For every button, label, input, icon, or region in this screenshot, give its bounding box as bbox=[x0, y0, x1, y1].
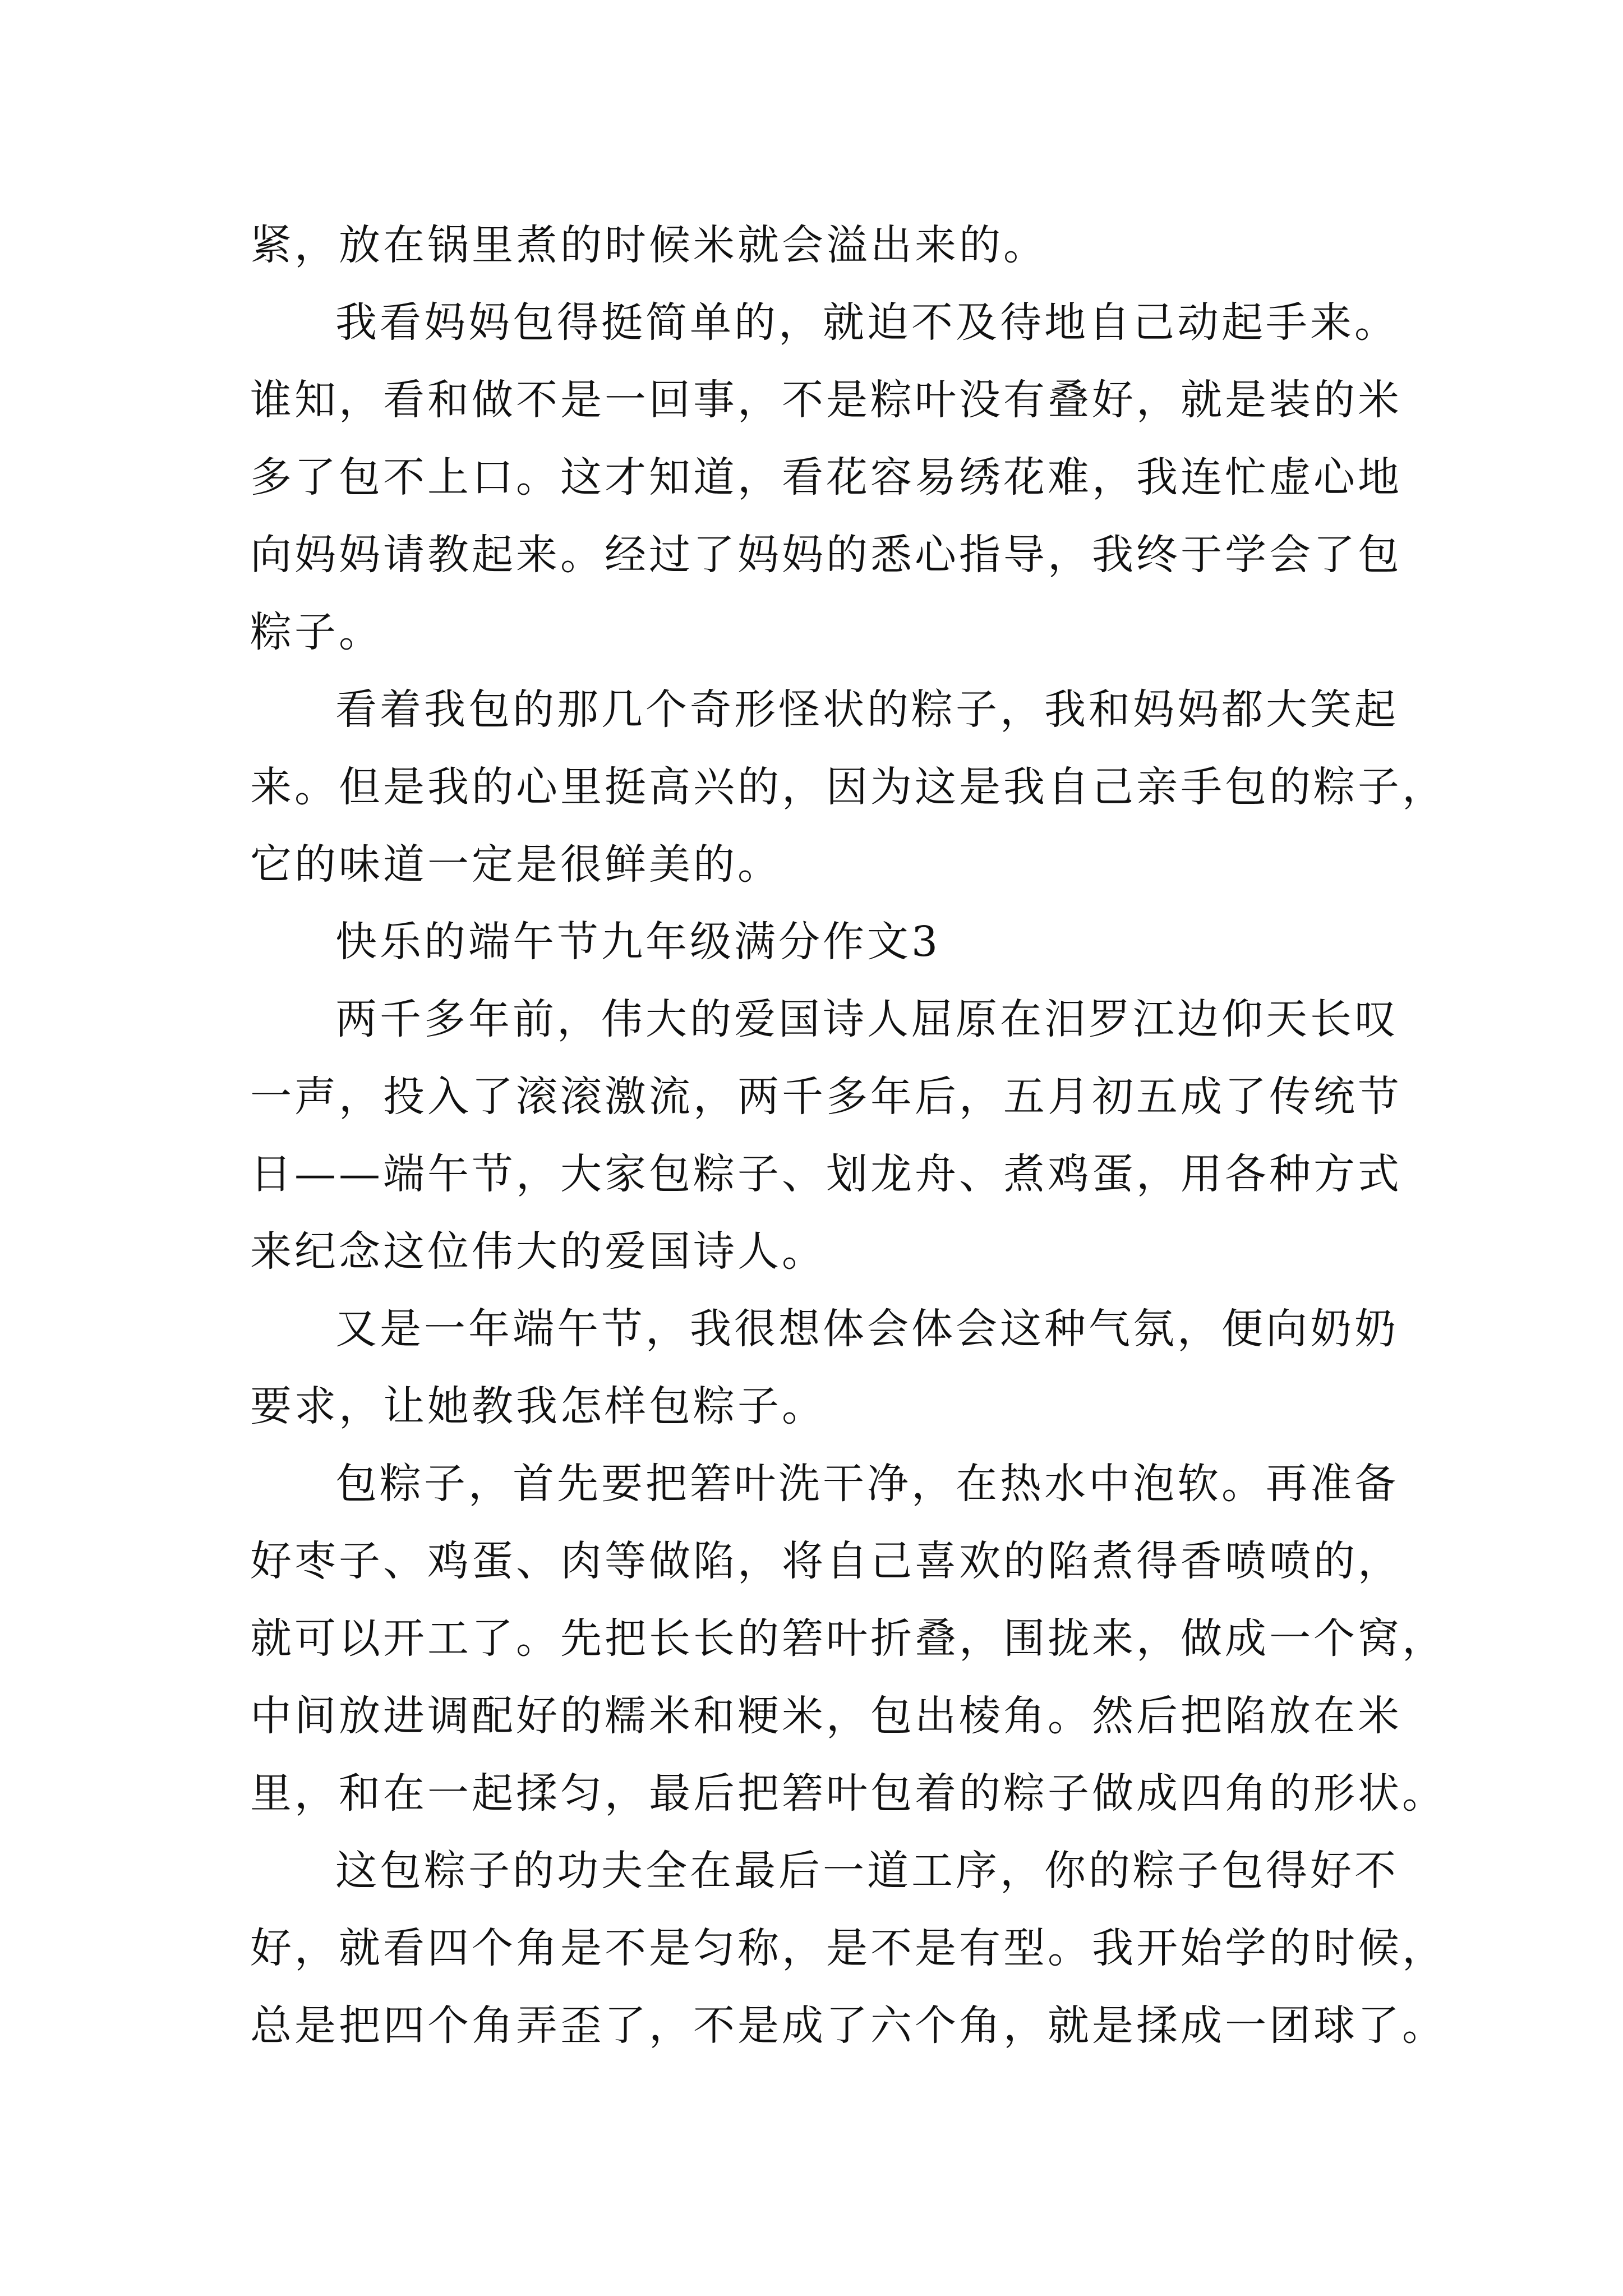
text-line: 这包粽子的功夫全在最后一道工序，你的粽子包得好不 bbox=[335, 1847, 1399, 1895]
section-heading: 快乐的端午节九年级满分作文3 bbox=[335, 918, 941, 966]
text-line: 又是一年端午节，我很想体会体会这种气氛，便向奶奶 bbox=[335, 1305, 1399, 1353]
text-line: 粽子。 bbox=[250, 608, 383, 656]
text-line: 一声，投入了滚滚激流，两千多年后，五月初五成了传统节 bbox=[250, 1073, 1402, 1121]
text-line: 好枣子、鸡蛋、肉等做陷，将自己喜欢的陷煮得香喷喷的， bbox=[250, 1537, 1402, 1585]
text-line: 总是把四个角弄歪了，不是成了六个角，就是揉成一团球了。 bbox=[250, 2001, 1446, 2050]
text-line: 谁知，看和做不是一回事，不是粽叶没有叠好，就是装的米 bbox=[250, 376, 1402, 424]
text-line: 向妈妈请教起来。经过了妈妈的悉心指导，我终于学会了包 bbox=[250, 531, 1402, 579]
text-line: 好，就看四个角是不是匀称，是不是有型。我开始学的时候， bbox=[250, 1924, 1446, 1972]
text-line: 日——端午节，大家包粽子、划龙舟、煮鸡蛋，用各种方式 bbox=[250, 1150, 1402, 1198]
text-line: 中间放进调配好的糯米和粳米，包出棱角。然后把陷放在米 bbox=[250, 1692, 1402, 1740]
text-line: 我看妈妈包得挺简单的，就迫不及待地自己动起手来。 bbox=[335, 298, 1399, 347]
text-line: 来。但是我的心里挺高兴的，因为这是我自己亲手包的粽子， bbox=[250, 763, 1446, 811]
text-line: 紧，放在锅里煮的时候米就会溢出来的。 bbox=[250, 221, 1048, 269]
text-line: 它的味道一定是很鲜美的。 bbox=[250, 840, 782, 889]
text-line: 看着我包的那几个奇形怪状的粽子，我和妈妈都大笑起 bbox=[335, 685, 1399, 734]
text-line: 就可以开工了。先把长长的箬叶折叠，围拢来，做成一个窝， bbox=[250, 1614, 1446, 1663]
essay-body bbox=[250, 206, 1446, 2064]
text-line: 多了包不上口。这才知道，看花容易绣花难，我连忙虚心地 bbox=[250, 453, 1402, 501]
text-line: 包粽子，首先要把箬叶洗干净，在热水中泡软。再准备 bbox=[335, 1460, 1399, 1508]
text-line: 两千多年前，伟大的爱国诗人屈原在汨罗江边仰天长叹 bbox=[335, 995, 1399, 1043]
text-line: 来纪念这位伟大的爱国诗人。 bbox=[250, 1227, 826, 1276]
text-line: 要求，让她教我怎样包粽子。 bbox=[250, 1382, 826, 1430]
text-line: 里，和在一起揉匀，最后把箬叶包着的粽子做成四角的形状。 bbox=[250, 1769, 1446, 1818]
